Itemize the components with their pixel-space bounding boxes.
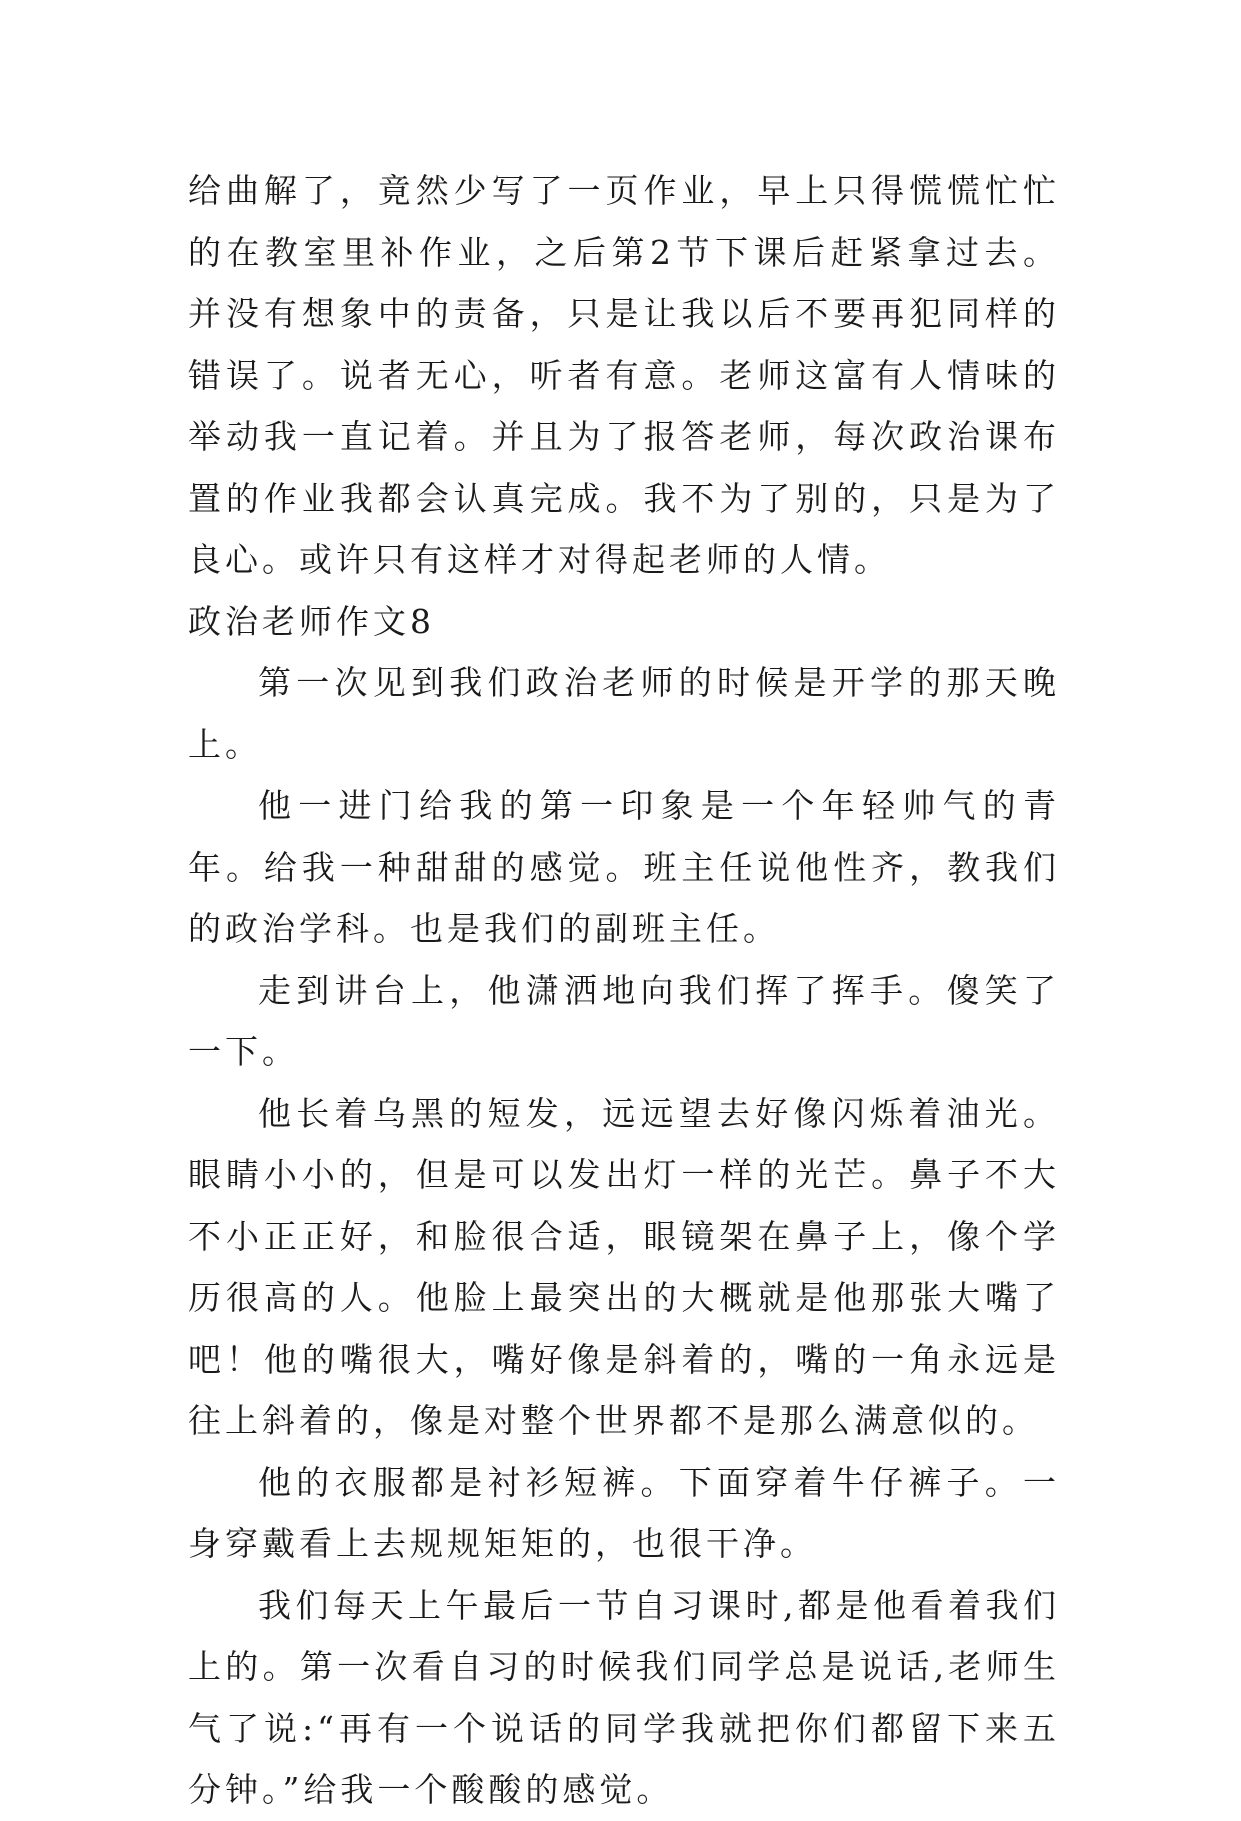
paragraph-appearance: 他长着乌黑的短发，远远望去好像闪烁着油光。眼睛小小的，但是可以发出灯一样的光芒。鼻子不大不小正正好，和脸很合适，眼镜架在鼻子上，像个学历很高的人。他脸上最突出的大概就是他那张大嘴了吧！他的嘴很大，嘴好像是斜着的，嘴的一角永远是往上斜着的，像是对整个世界都不是那么满意似的。 <box>188 1093 1060 1440</box>
paragraph-continued: 给曲解了，竟然少写了一页作业，早上只得慌慌忙忙的在教室里补作业，之后第2节下课后赶紧拿过去。并没有想象中的责备，只是让我以后不要再犯同样的错误了。说者无心，听者有意。老师这富有人情味的举动我一直记着。并且为了报答老师，每次政治课布置的作业我都会认真完成。我不为了别的，只是为了良心。或许只有这样才对得起老师的人情。 <box>188 171 1060 579</box>
paragraph-self-study: 我们每天上午最后一节自习课时,都是他看着我们上的。第一次看自习的时候我们同学总是说话,老师生气了说:“再有一个说话的同学我就把你们都留下来五分钟。”给我一个酸酸的感觉。 <box>188 1585 1060 1809</box>
paragraph-first-impression: 他一进门给我的第一印象是一个年轻帅气的青年。给我一种甜甜的感觉。班主任说他性齐，教我们的政治学科。也是我们的副班主任。 <box>188 786 1060 948</box>
paragraph-podium: 走到讲台上，他潇洒地向我们挥了挥手。傻笑了一下。 <box>188 970 1060 1071</box>
document-body <box>188 160 1060 1821</box>
essay-heading: 政治老师作文8 <box>188 601 435 641</box>
paragraph-first-meeting: 第一次见到我们政治老师的时候是开学的那天晚上。 <box>188 663 1060 764</box>
paragraph-clothing: 他的衣服都是衬衫短裤。下面穿着牛仔裤子。一身穿戴看上去规规矩矩的，也很干净。 <box>188 1462 1060 1563</box>
